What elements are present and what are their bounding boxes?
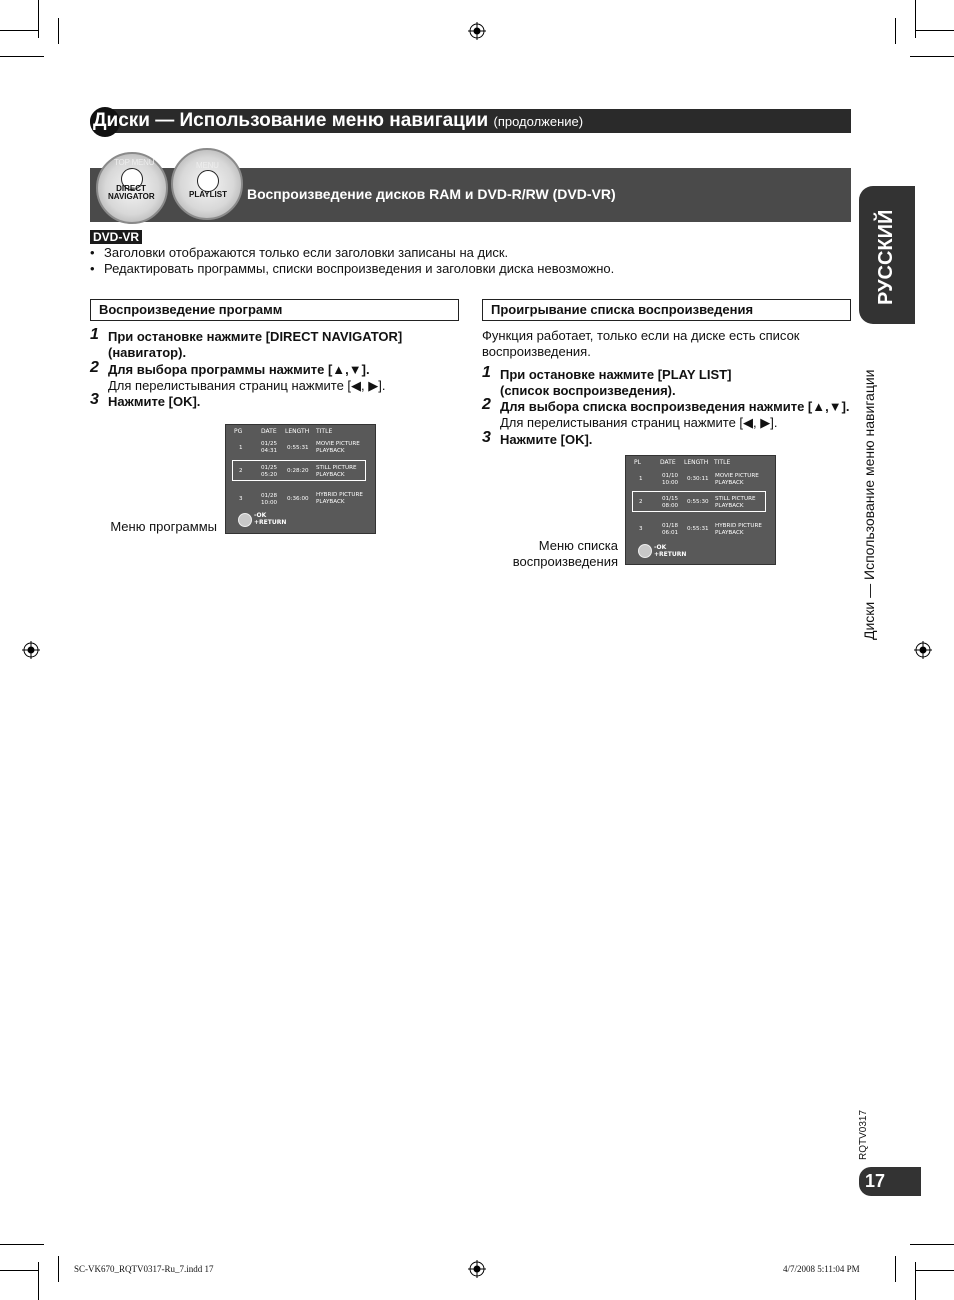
playlist-label: PLAYLIST xyxy=(189,190,227,199)
screen-controls: -OK +RETURN xyxy=(254,512,287,526)
playlist-menu-caption: Меню списка воспроизведения xyxy=(512,538,618,569)
section-title: Воспроизведение дисков RAM и DVD-R/RW (DVD-VR) xyxy=(247,186,616,202)
column-header: DATE xyxy=(261,428,277,435)
row-title: MOVIE PICTURE PLAYBACK xyxy=(715,473,759,486)
column-header: PG xyxy=(234,428,243,435)
row-title: HYBRID PICTURE PLAYBACK xyxy=(715,523,762,536)
row-date: 01/28 10:00 xyxy=(261,493,278,506)
registration-mark-icon xyxy=(22,641,40,659)
registration-mark-icon xyxy=(468,22,486,40)
column-header: LENGTH xyxy=(684,459,709,466)
row-number: 3 xyxy=(639,526,643,532)
language-tab-label: РУССКИЙ xyxy=(875,209,897,305)
crop-mark xyxy=(915,1262,916,1300)
screen-controls: -OK +RETURN xyxy=(654,544,687,558)
crop-mark xyxy=(38,1262,39,1300)
row-title: HYBRID PICTURE PLAYBACK xyxy=(316,492,363,505)
crop-mark xyxy=(916,1270,954,1271)
row-number: 3 xyxy=(239,496,243,502)
program-menu-screen xyxy=(225,424,376,534)
registration-mark-icon xyxy=(914,641,932,659)
row-number: 2 xyxy=(639,499,643,505)
cursor-pad-icon xyxy=(238,513,252,527)
program-menu-caption: Меню программы xyxy=(110,519,217,534)
crop-mark xyxy=(0,30,38,31)
cursor-pad-icon xyxy=(638,544,652,558)
page-title-continuation: (продолжение) xyxy=(493,114,584,129)
registration-mark-icon xyxy=(468,1260,486,1278)
playlist-menu-screen xyxy=(625,455,776,565)
page-title: Диски — Использование меню навигации (продолжение) xyxy=(93,110,584,131)
row-length: 0:30:11 xyxy=(687,476,709,482)
row-date: 01/15 08:00 xyxy=(662,496,679,509)
column-header: DATE xyxy=(660,459,676,466)
footer-file-info: SC-VK670_RQTV0317-Ru_7.indd 17 xyxy=(74,1264,214,1274)
row-title: MOVIE PICTURE PLAYBACK xyxy=(316,441,360,454)
top-menu-label: TOP MENU xyxy=(114,158,155,167)
column-header: TITLE xyxy=(316,428,333,435)
footer-date: 4/7/2008 5:11:04 PM xyxy=(783,1264,860,1274)
crop-mark xyxy=(915,0,916,38)
row-number: 2 xyxy=(239,468,243,474)
crop-mark xyxy=(58,18,59,44)
row-length: 0:36:00 xyxy=(287,496,309,502)
column-header: TITLE xyxy=(714,459,731,466)
row-length: 0:28:20 xyxy=(287,468,309,474)
row-date: 01/18 06:01 xyxy=(662,523,679,536)
crop-mark xyxy=(910,1244,954,1245)
row-date: 01/25 05:20 xyxy=(261,465,278,478)
side-running-title: Диски — Использование меню навигации xyxy=(861,369,877,640)
row-length: 0:55:31 xyxy=(287,445,309,451)
column-header: PL xyxy=(634,459,641,466)
menu-label: MENU xyxy=(196,161,219,170)
bullet-item: • Заголовки отображаются только если заголовки записаны на диск. xyxy=(90,245,509,260)
crop-mark xyxy=(0,56,44,57)
direct-navigator-label: DIRECT NAVIGATOR xyxy=(108,184,155,201)
crop-mark xyxy=(0,1270,38,1271)
right-intro: Функция работает, только если на диске есть список воспроизведения. xyxy=(482,328,800,359)
row-title: STILL PICTURE PLAYBACK xyxy=(316,465,357,478)
document-code: RQTV0317 xyxy=(858,1109,869,1160)
page-number: 17 xyxy=(859,1167,921,1196)
crop-mark xyxy=(58,1256,59,1282)
crop-mark xyxy=(895,18,896,44)
crop-mark xyxy=(910,56,954,57)
right-section-heading: Проигрывание списка воспроизведения xyxy=(482,299,851,321)
row-date: 01/25 04:31 xyxy=(261,441,278,454)
crop-mark xyxy=(0,1244,44,1245)
bullet-item: • Редактировать программы, списки воспроизведения и заголовки диска невозможно. xyxy=(90,261,615,276)
crop-mark xyxy=(895,1256,896,1282)
row-number: 1 xyxy=(639,476,643,482)
row-number: 1 xyxy=(239,445,243,451)
row-length: 0:55:31 xyxy=(687,526,709,532)
column-header: LENGTH xyxy=(285,428,310,435)
dvd-vr-badge: DVD-VR xyxy=(90,230,142,244)
crop-mark xyxy=(916,30,954,31)
row-date: 01/10 10:00 xyxy=(662,473,679,486)
row-length: 0:55:30 xyxy=(687,499,709,505)
crop-mark xyxy=(38,0,39,38)
playlist-button-icon xyxy=(171,148,243,220)
row-title: STILL PICTURE PLAYBACK xyxy=(715,496,756,509)
left-section-heading: Воспроизведение программ xyxy=(90,299,459,321)
